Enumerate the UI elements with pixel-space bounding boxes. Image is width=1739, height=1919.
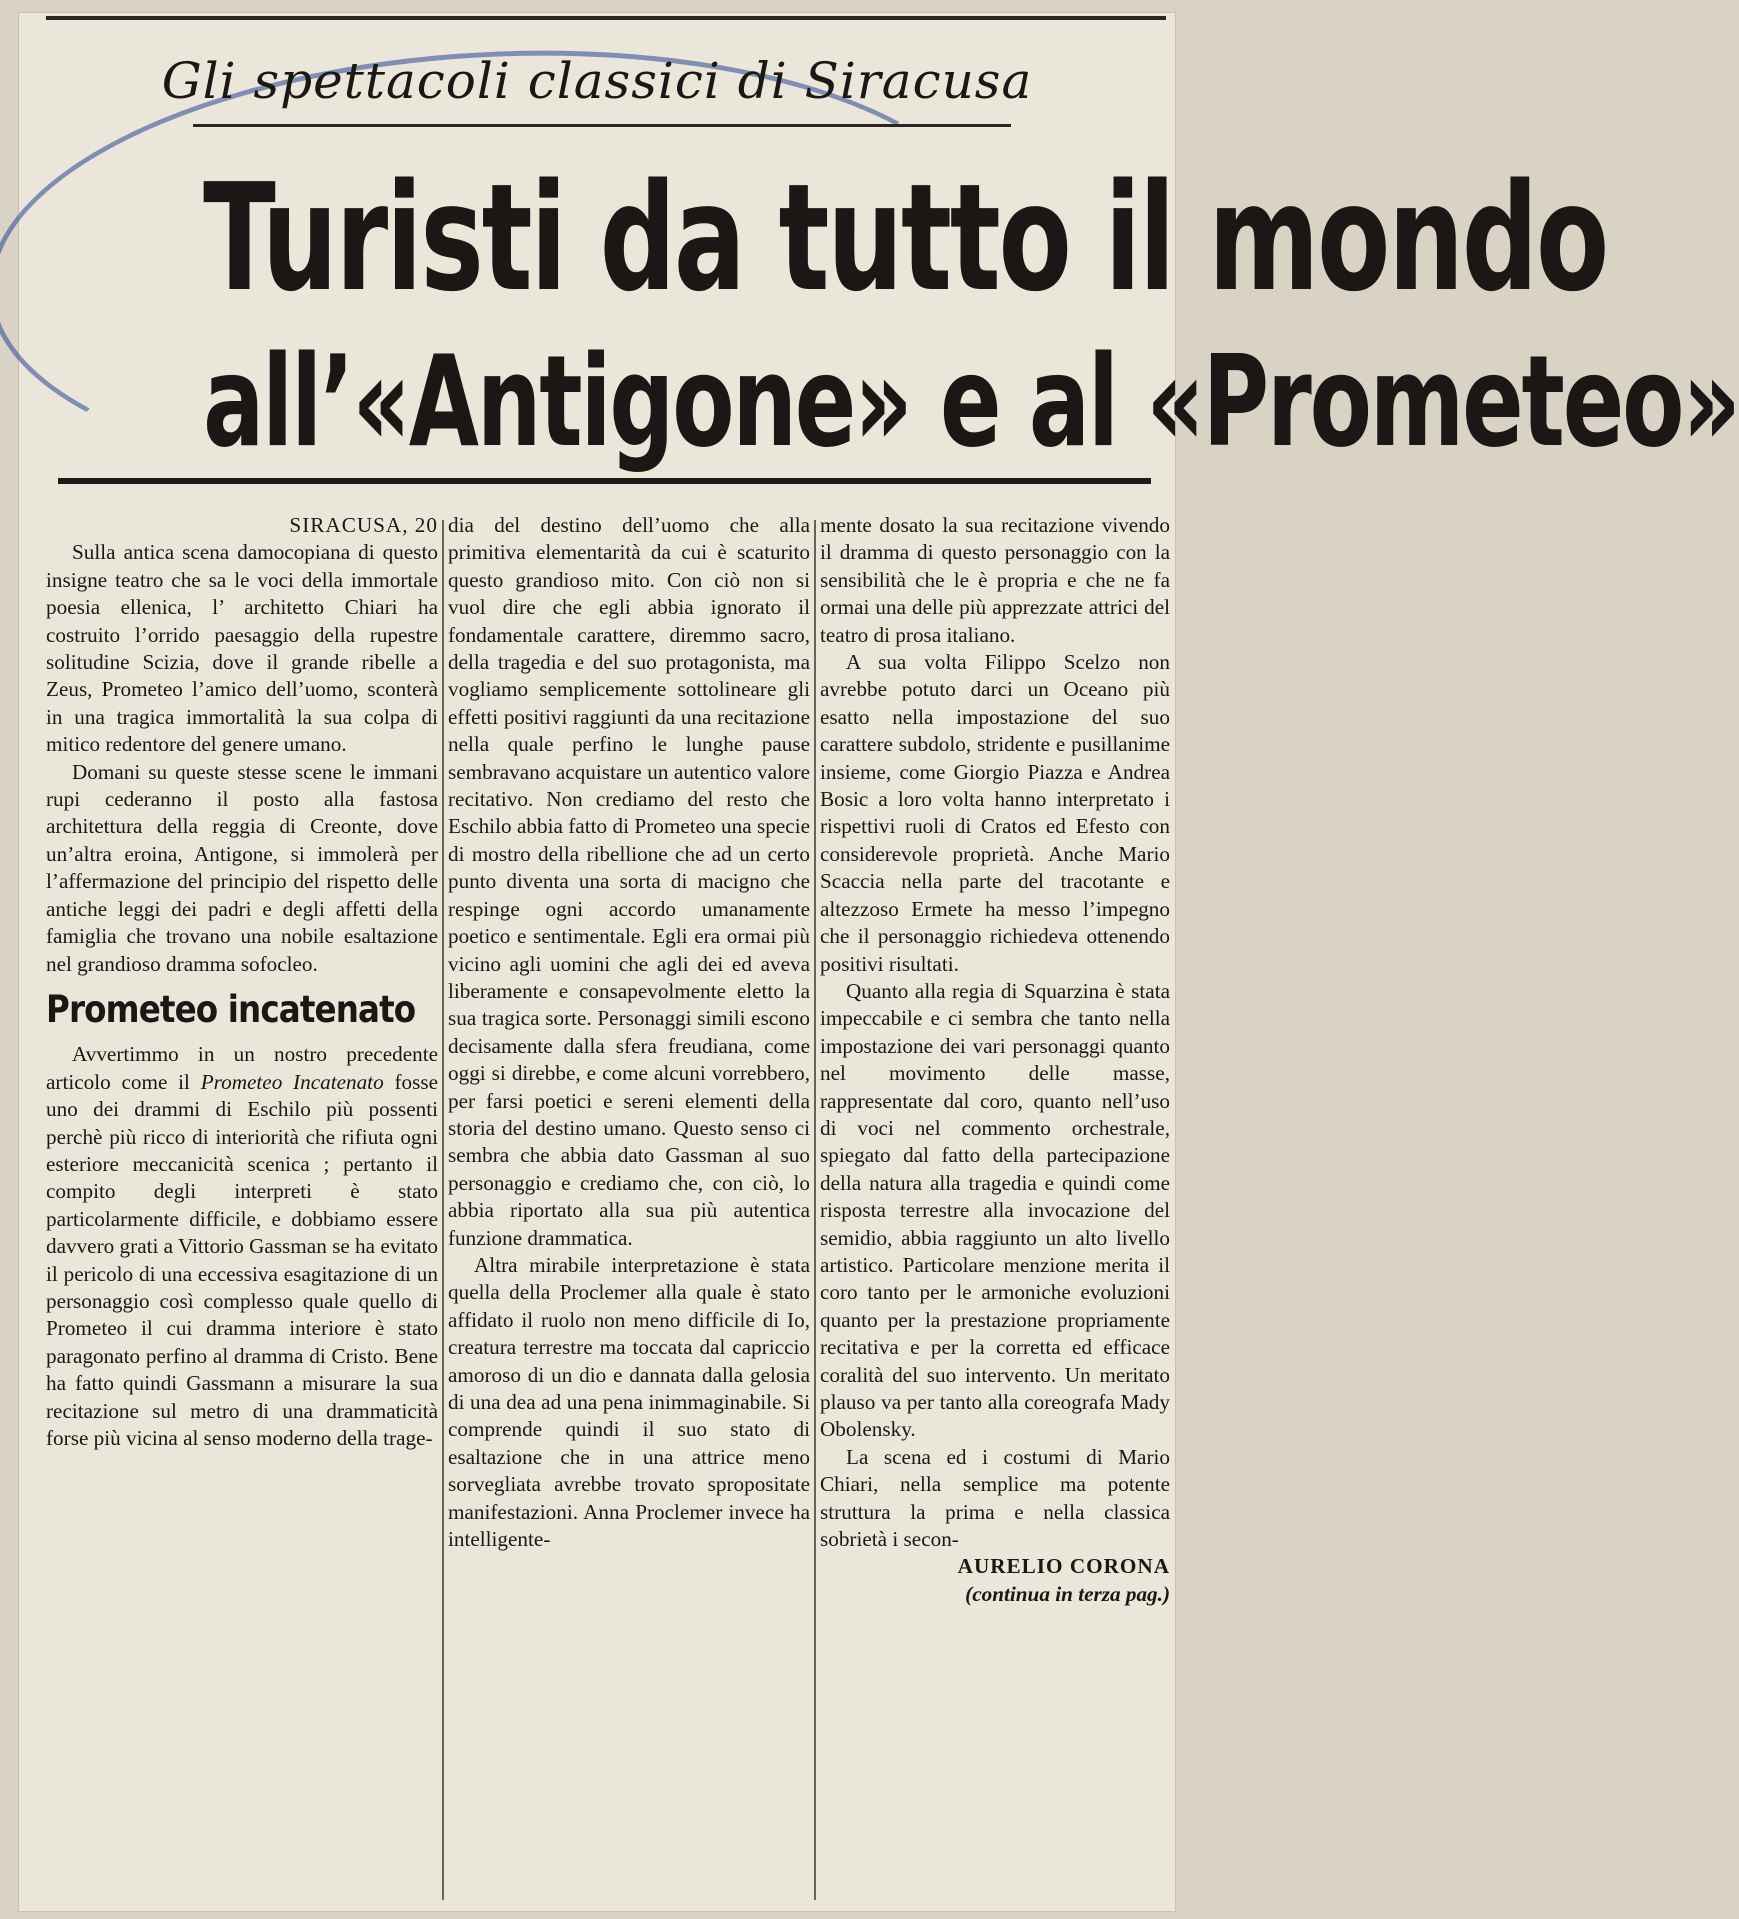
paragraph-text: Avvertimmo in un nostro precedente articolo come il (46, 1042, 438, 1094)
article-columns (30, 512, 1170, 1907)
paragraph: A sua volta Filippo Scelzo non avrebbe potuto darci un Oceano più esatto nella impostazione del suo carattere subdolo, stridente e pusillanime insieme, come Giorgio Piazza e Andrea Bosic a loro volta hanno interpretato i rispettivi ruoli di Cratos ed Efesto con considerevole proprietà. Anche Mario Scaccia nella parte del tracotante e altezzoso Ermete ha messo l’impegno che il personaggio richiedeva ottenendo positivi risultati. (820, 650, 1170, 976)
paragraph: Quanto alla regia di Squarzina è stata impeccabile e ci sembra che tanto nella impostazione dei vari personaggi quanto nel movimento delle masse, rappresentate dal coro, quanto nell’uso di voci nel commento orchestrale, spiegato dal fatto della partecipazione della natura alla tragedia e quindi come risposta terrestre alla invocazione del semidio, abbia raggiunto un alto livello artistico. Particolare menzione merita il coro tanto per le armoniche evoluzioni quanto per la prestazione propriamente recitativa e per la corretta ed efficace coralità del suo intervento. Un meritato plauso va per tanto alla coreografa Mady Obolensky. (820, 978, 1170, 1442)
headline-rule (58, 478, 1151, 484)
paragraph: Altra mirabile interpretazione è stata quella della Proclemer alla quale è stato affidato il ruolo non meno difficile di Io, creatura terrestre ma toccata dal capriccio amoroso di un dio e dannata dalla gelosia di una dea ad una pena inimmaginabile. Si comprende quindi il suo stato di esaltazione che in una attrice meno sorvegliata avrebbe trovato spropositate manifestazioni. Anna Proclemer invece ha intelligente- (448, 1252, 810, 1552)
paragraph: mente dosato la sua recitazione vivendo il dramma di questo personaggio con la sensibilità che le è propria e che ne fa ormai una delle più apprezzate attrici del teatro di prosa italiano. (820, 513, 1170, 647)
article-column-1 (46, 512, 438, 1907)
column-divider (442, 520, 444, 1900)
newspaper-clipping (18, 12, 1739, 1912)
paragraph: Sulla antica scena damocopiana di questo insigne teatro che sa le voci della immortale poesia ellenica, l’ architetto Chiari ha costruito l’orrido paesaggio della rupestre solitudine Scizia, dove il grande ribelle a Zeus, Prometeo l’amico dell’uomo, sconterà in una tragica immortalità la sua colpa di mitico redentore del genere umano. (46, 540, 438, 757)
article-column-3 (820, 512, 1170, 1907)
headline-line-1: Turisti da tutto il mondo (203, 152, 1608, 324)
kicker-title: Gli spettacoli classici di Siracusa (161, 52, 1033, 110)
work-title: Prometeo Incatenato (200, 1069, 384, 1094)
column-divider (814, 520, 816, 1900)
top-rule (46, 16, 1166, 20)
headline (203, 152, 1739, 488)
dateline: SIRACUSA, 20 (289, 513, 438, 537)
paragraph: Domani su queste stesse scene le immani rupi cederanno il posto alla fastosa architettura della reggia di Creonte, dove un’altra eroina, Antigone, si immolerà per l’affermazione del principio del rispetto delle antiche leggi dei padri e degli affetti della famiglia che trovano una nobile esaltazione nel grandioso dramma sofocleo. (46, 759, 438, 976)
kicker-underline (193, 124, 1011, 127)
continued-note: (continua in terza pag.) (965, 1581, 1170, 1606)
paragraph: dia del destino dell’uomo che alla primitiva elementarità da cui è scaturito questo grandioso mito. Con ciò non si vuol dire che egli abbia ignorato il fondamentale carattere, diremmo sacro, della tragedia e del suo protagonista, ma vogliamo semplicemente sottolineare gli effetti positivi raggiunti da una recitazione nella quale perfino le lunghe pause sembravano acquistare un autentico valore recitativo. Non crediamo del resto che Eschilo abbia fatto di Prometeo una specie di mostro della ribellione che ad un certo punto diventa una sorta di macigno che respinge ogni accordo umanamente poetico e sentimentale. Egli era ormai più vicino agli uomini che agli dei ed aveva liberamente e consapevolmente eletto la sua tragica sorte. Personaggi simili escono decisamente dalla sfera freudiana, come oggi si direbbe, e come alcuni vorrebbero, per farsi poetici e sereni elementi della storia del destino umano. Questo senso ci sembra che abbia dato Gassman al suo personaggio e crediamo che, con ciò, lo abbia riportato alla sua più autentica funzione drammatica. (448, 513, 810, 1250)
paragraph-text: fosse uno dei drammi di Eschilo più possenti perchè più ricco di interiorità che rifiuta ogni esteriore meccanicità scenica ; pertanto il compito degli interpreti è stato particolarmente difficile, e dobbiamo essere davvero grati a Vittorio Gassman se ha evitato il pericolo di una eccessiva esagitazione di un personaggio così complesso quale quello di Prometeo il cui dramma interiore è stato paragonato perfino al dramma di Cristo. Bene ha fatto quindi Gassmann a misurare la sua recitazione sul metro di una drammaticità forse più vicina al senso moderno della trage- (46, 1069, 438, 1450)
section-subheading: Prometeo incatenato (46, 987, 416, 1031)
article-column-2 (448, 512, 810, 1907)
paragraph: La scena ed i costumi di Mario Chiari, nella semplice ma potente struttura la prima e nella classica sobrietà i secon- (820, 1444, 1170, 1552)
paragraph (46, 1041, 438, 1452)
author-signature: AURELIO CORONA (957, 1554, 1170, 1579)
headline-line-2: all’«Antigone» e al «Prometeo» (203, 328, 1739, 475)
